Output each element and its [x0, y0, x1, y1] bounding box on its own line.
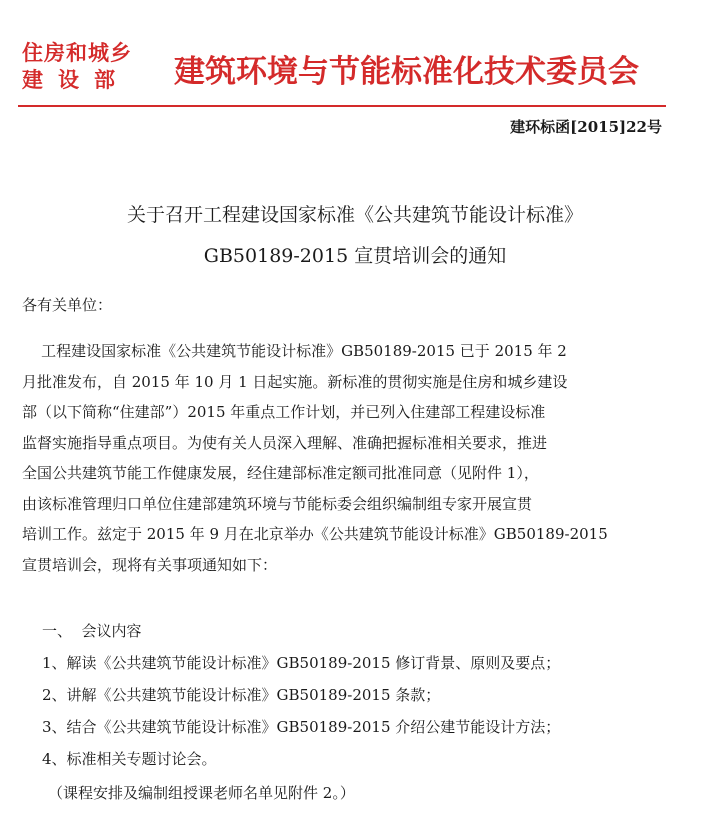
salutation: 各有关单位：: [22, 296, 113, 314]
paragraph-line: 监督实施指导重点项目。为使有关人员深入理解、准确把握标准相关要求，推进: [22, 433, 548, 452]
paragraph-line: 由该标准管理归口单位住建部建筑环境与节能标委会组织编制组专家开展宣贯: [22, 494, 533, 513]
header-divider: [18, 105, 666, 107]
paragraph-line: 全国公共建筑节能工作健康发展，经住建部标准定额司批准同意（见附件 1），: [22, 464, 539, 482]
notice-title-line-1: 关于召开工程建设国家标准《公共建筑节能设计标准》: [126, 204, 583, 226]
issuer-block: [22, 40, 172, 94]
notice-title-line-2: GB50189-2015 宣贯培训会的通知: [203, 245, 507, 267]
committee-name: 建筑环境与节能标准化技术委员会: [174, 54, 639, 90]
issuer-line-1: 住房和城乡: [22, 41, 132, 65]
paragraph-line: 培训工作。兹定于 2015 年 9 月在北京举办《公共建筑节能设计标准》GB50189-2015: [22, 525, 608, 543]
list-item: 2、讲解《公共建筑节能设计标准》GB50189-2015 条款；: [42, 686, 441, 704]
issuer-line-2: 建设部: [22, 68, 130, 92]
paragraph-line: 宣贯培训会，现将有关事项通知如下：: [22, 555, 278, 574]
list-item: 4、标准相关专题讨论会。: [42, 750, 217, 768]
paragraph-line: 部（以下简称“住建部”）2015 年重点工作计划，并已列入住建部工程建设标准: [22, 403, 546, 421]
section-heading-meeting-content: 一、 会议内容: [42, 622, 142, 640]
schedule-note: （课程安排及编制组授课老师名单见附件 2。）: [48, 784, 355, 802]
paragraph-intro: [22, 336, 692, 580]
paragraph-line: 月批准发布，自 2015 年 10 月 1 日起实施。新标准的贯彻实施是住房和城乡建设: [22, 372, 568, 391]
document-number: 建环标函[2015]22号: [510, 118, 662, 136]
list-item: 3、结合《公共建筑节能设计标准》GB50189-2015 介绍公建节能设计方法；: [42, 718, 561, 736]
list-item: 1、解读《公共建筑节能设计标准》GB50189-2015 修订背景、原则及要点；: [42, 654, 561, 672]
paragraph-line: 工程建设国家标准《公共建筑节能设计标准》GB50189-2015 已于 2015 年 2: [22, 342, 567, 360]
